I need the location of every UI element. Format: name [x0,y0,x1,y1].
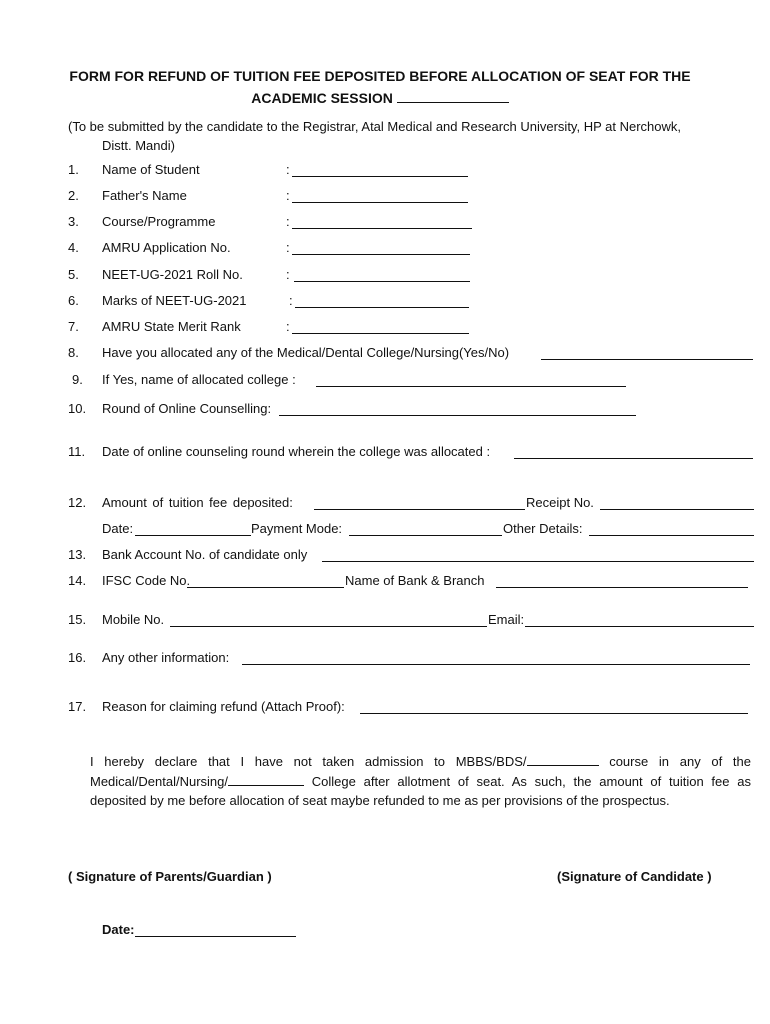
payment-date-line[interactable] [135,535,251,536]
field-label-marks: Marks of NEET-UG-2021 [102,293,247,308]
field-label-fathers-name: Father's Name [102,188,187,203]
ifsc-line[interactable] [187,587,344,588]
allocated-college-name-line[interactable] [316,386,626,387]
other-info-line[interactable] [242,664,750,665]
date-line[interactable] [135,936,296,937]
field-label-course: Course/Programme [102,214,216,229]
field-label-round: Round of Online Counselling: [102,401,272,416]
declaration-college-blank[interactable] [228,772,304,786]
field-number: 12. [68,495,87,510]
field-label-amount: Amount of tuition fee deposited: [102,495,293,510]
field-label-payment-mode: Payment Mode: [251,521,343,536]
field-label-merit-rank: AMRU State Merit Rank [102,319,241,334]
declaration-part3: College after allotment of seat. As such, the amount of tuition fee as deposited by me before allocation of seat maybe refunded to me as per provisions of the prospectus. [90,773,751,808]
declaration-part2: course in any of the Medical/Dental/Nursing/ [90,754,751,789]
field-number: 7. [68,319,79,334]
payment-mode-line[interactable] [349,535,502,536]
merit-rank-line[interactable] [292,333,469,334]
field-label-receipt-no: Receipt No. [526,495,594,510]
field-label-bank-account: Bank Account No. of candidate only [102,547,308,562]
field-colon: : [286,214,290,229]
field-number: 8. [68,345,79,360]
form-title-session: ACADEMIC SESSION [251,90,393,106]
course-line[interactable] [292,228,472,229]
form-title-line2 [50,86,710,110]
field-number: 16. [68,650,87,665]
refund-reason-line[interactable] [360,713,748,714]
field-label-ifsc: IFSC Code No. [102,573,191,588]
field-label-allocated-college: Have you allocated any of the Medical/Dental College/Nursing(Yes/No) [102,345,510,360]
declaration-part1: I hereby declare that I have not taken admission to MBBS/BDS/ [90,754,527,769]
field-label-other-info: Any other information: [102,650,230,665]
field-colon: : [286,188,290,203]
field-label-email: Email: [488,612,525,627]
field-label-application-no: AMRU Application No. [102,240,231,255]
session-blank[interactable] [397,88,509,103]
application-no-line[interactable] [292,254,470,255]
amount-line[interactable] [314,509,525,510]
roll-no-line[interactable] [294,281,470,282]
field-number: 11. [68,444,86,459]
field-label-other-details: Other Details: [503,521,583,536]
field-label-date: Date: [102,521,134,536]
field-colon: : [286,319,290,334]
field-number: 9. [72,372,83,387]
field-label-bank-branch: Name of Bank & Branch [345,573,485,588]
round-line[interactable] [279,415,636,416]
field-number: 3. [68,214,79,229]
field-number: 10. [68,401,87,416]
fathers-name-line[interactable] [292,202,468,203]
field-number: 4. [68,240,79,255]
candidate-signature-label: (Signature of Candidate ) [557,869,712,884]
mobile-line[interactable] [170,626,487,627]
receipt-no-line[interactable] [600,509,754,510]
counseling-date-line[interactable] [514,458,753,459]
field-label-roll-no: NEET-UG-2021 Roll No. [102,267,243,282]
field-label-counseling-date: Date of online counseling round wherein the college was allocated : [102,444,491,459]
field-label-allocated-college-name: If Yes, name of allocated college : [102,372,296,387]
email-line[interactable] [525,626,754,627]
field-label-refund-reason: Reason for claiming refund (Attach Proof): [102,699,345,714]
bank-branch-line[interactable] [496,587,748,588]
field-colon: : [286,240,290,255]
field-number: 1. [68,162,79,177]
field-label-name-of-student: Name of Student [102,162,200,177]
form-title-line1: FORM FOR REFUND OF TUITION FEE DEPOSITED BEFORE ALLOCATION OF SEAT FOR THE [69,68,691,84]
marks-line[interactable] [295,307,469,308]
subtitle-line1: (To be submitted by the candidate to the Registrar, Atal Medical and Research University, HP at Nerchowk, [68,119,681,134]
name-of-student-line[interactable] [292,176,468,177]
declaration [90,752,751,811]
field-number: 6. [68,293,79,308]
field-number: 2. [68,188,79,203]
field-colon: : [289,293,293,308]
field-colon: : [286,267,290,282]
field-number: 15. [68,612,87,627]
subtitle-line2: Distt. Mandi) [102,138,175,153]
date-label: Date: [102,922,135,937]
bank-account-line[interactable] [322,561,754,562]
field-number: 5. [68,267,79,282]
other-details-line[interactable] [589,535,754,536]
field-number: 14. [68,573,87,588]
field-number: 13. [68,547,87,562]
field-number: 17. [68,699,87,714]
field-colon: : [286,162,290,177]
declaration-course-blank[interactable] [527,752,599,766]
field-label-mobile: Mobile No. [102,612,165,627]
allocated-yes-no-line[interactable] [541,359,753,360]
parents-signature-label: ( Signature of Parents/Guardian ) [68,869,272,884]
